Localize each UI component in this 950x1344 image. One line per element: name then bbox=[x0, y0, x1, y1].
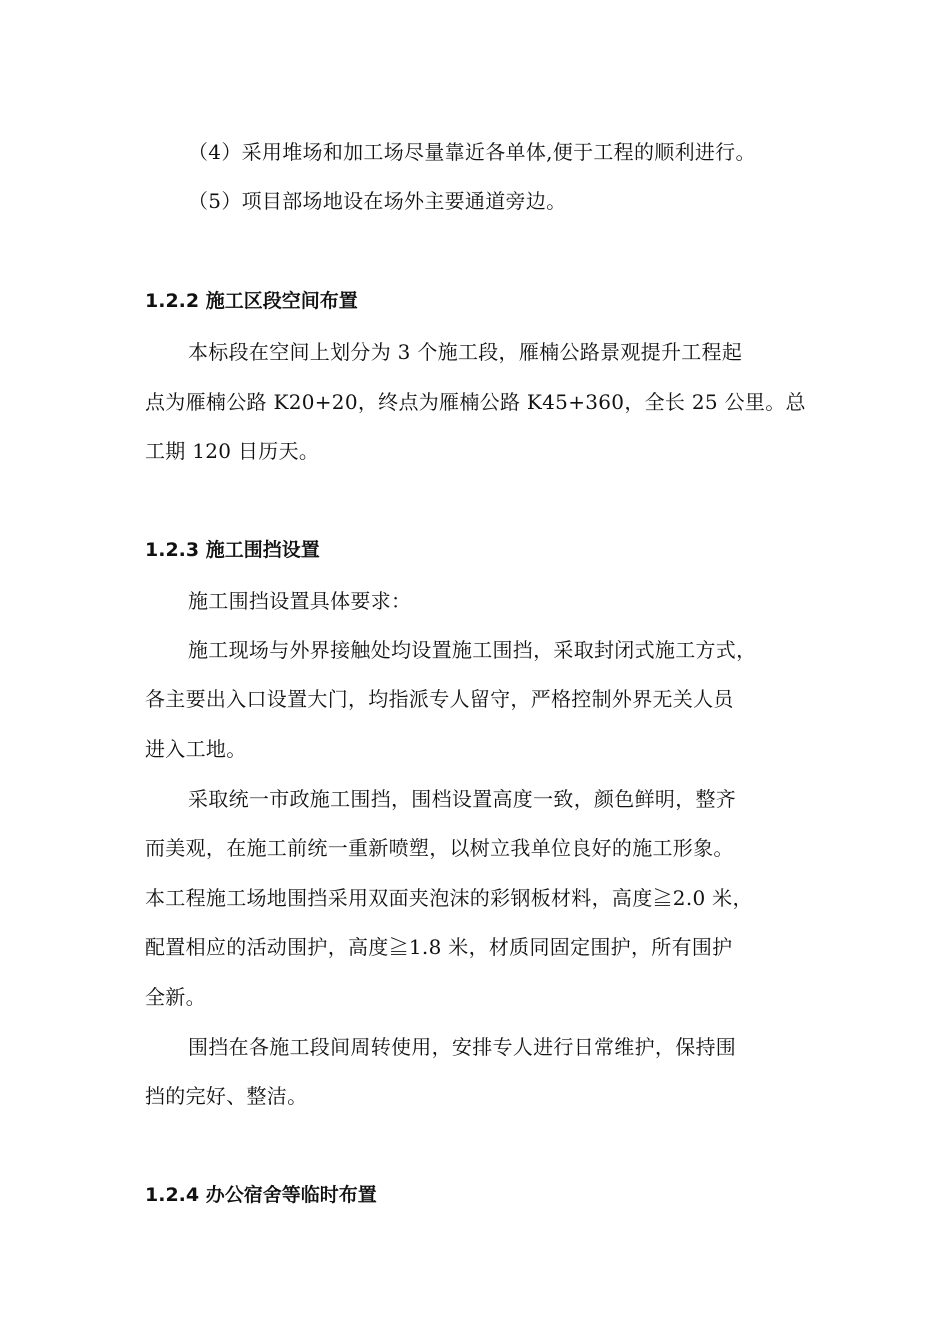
paragraph-line: 施工现场与外界接触处均设置施工围挡，采取封闭式施工方式， bbox=[188, 638, 757, 662]
section-heading-1-2-2: 1.2.2 施工区段空间布置 bbox=[145, 290, 358, 312]
paragraph-line: 施工围挡设置具体要求： bbox=[188, 589, 412, 613]
paragraph-line: 采取统一市政施工围挡，围档设置高度一致，颜色鲜明，整齐 bbox=[188, 787, 737, 811]
paragraph-line: 点为雁楠公路 K20+20，终点为雁楠公路 K45+360，全长 25 公里。总 bbox=[145, 390, 806, 414]
paragraph-line: 进入工地。 bbox=[145, 737, 247, 761]
paragraph-line: 配置相应的活动围护，高度≧1.8 米，材质同固定围护，所有围护 bbox=[145, 935, 733, 959]
list-item-5: （5）项目部场地设在场外主要通道旁边。 bbox=[188, 189, 567, 213]
paragraph-line: 挡的完好、整洁。 bbox=[145, 1084, 308, 1108]
paragraph-line: 全新。 bbox=[145, 985, 206, 1009]
paragraph-line: 围挡在各施工段间周转使用，安排专人进行日常维护，保持围 bbox=[188, 1035, 737, 1059]
paragraph-line: 本工程施工场地围挡采用双面夹泡沫的彩钢板材料，高度≧2.0 米， bbox=[145, 886, 753, 910]
paragraph-line: 而美观，在施工前统一重新喷塑，以树立我单位良好的施工形象。 bbox=[145, 836, 734, 860]
list-item-4: （4）采用堆场和加工场尽量靠近各单体,便于工程的顺利进行。 bbox=[188, 140, 756, 164]
paragraph-line: 工期 120 日历天。 bbox=[145, 439, 320, 463]
paragraph-line: 本标段在空间上划分为 3 个施工段，雁楠公路景观提升工程起 bbox=[188, 340, 743, 364]
section-heading-1-2-4: 1.2.4 办公宿舍等临时布置 bbox=[145, 1184, 377, 1206]
paragraph-line: 各主要出入口设置大门，均指派专人留守，严格控制外界无关人员 bbox=[145, 687, 734, 711]
section-heading-1-2-3: 1.2.3 施工围挡设置 bbox=[145, 539, 320, 561]
